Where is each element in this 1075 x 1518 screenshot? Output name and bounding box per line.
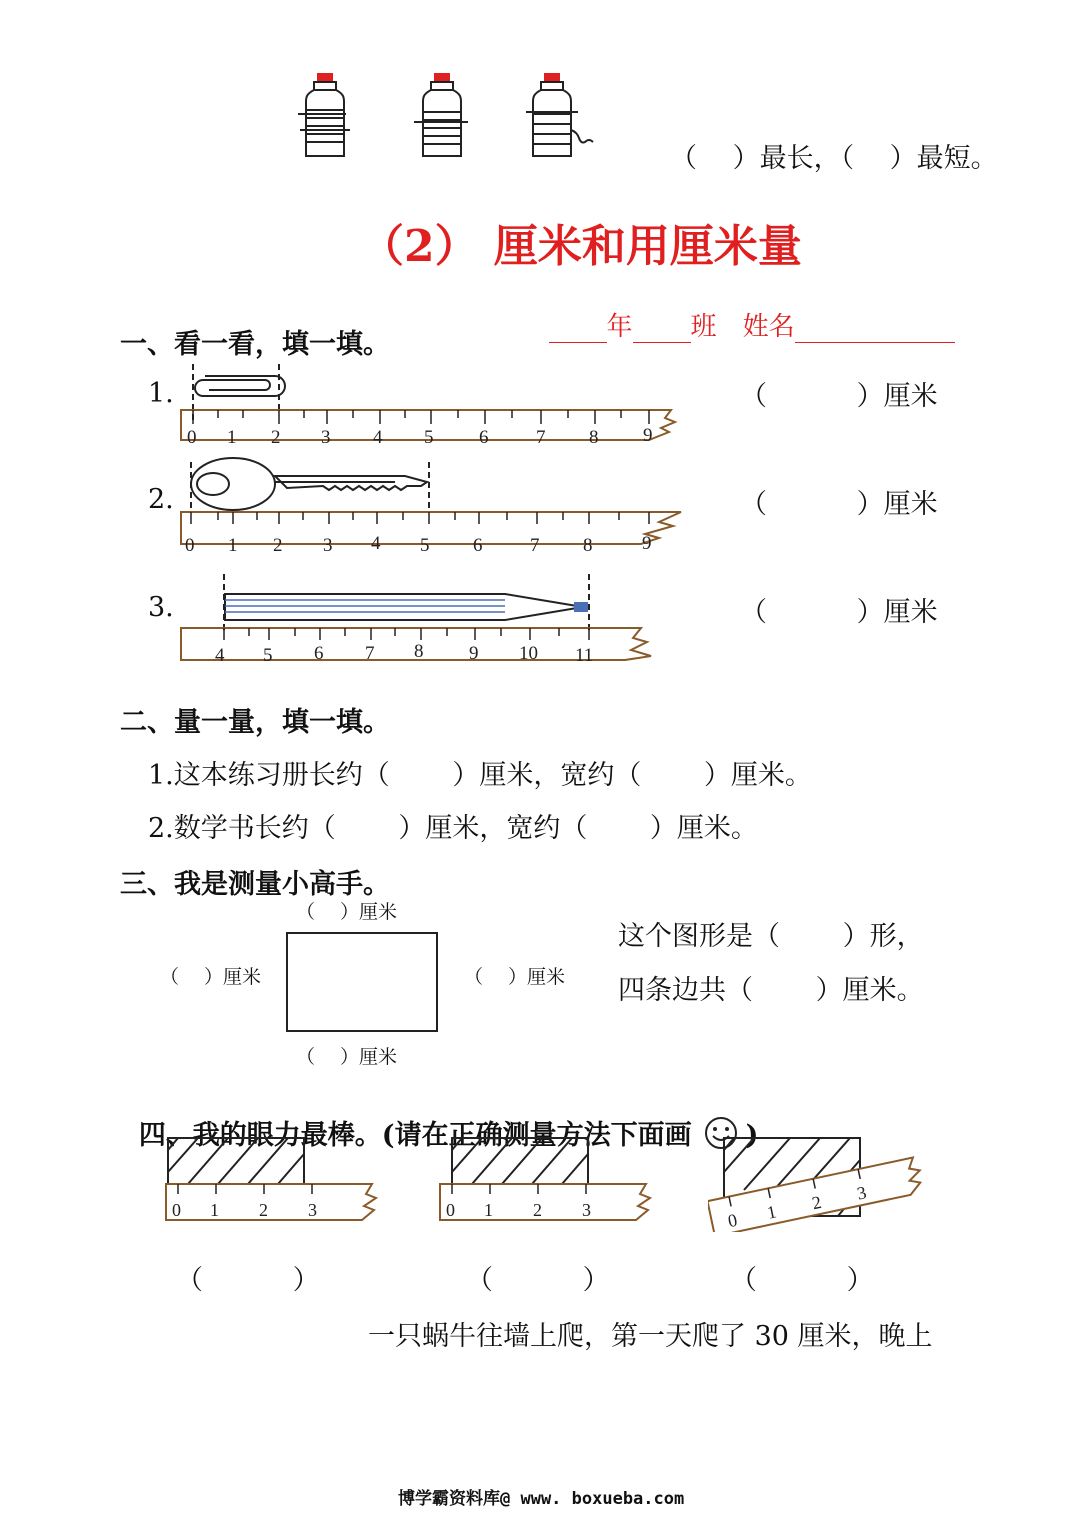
s1-3-tick-10: 10 (519, 643, 538, 664)
s1-2-tick-1: 1 (228, 535, 238, 556)
section-4-heading-text: 四、我的眼力最棒。(请在正确测量方法下面画 (138, 1120, 692, 1151)
s1-2-tick-8: 8 (583, 535, 593, 556)
opt-c-tick-2: 2 (810, 1191, 824, 1214)
opt-c-tick-3: 3 (855, 1182, 869, 1204)
s1-2-tick-5: 5 (420, 535, 430, 556)
name-label: 姓名 (742, 312, 795, 342)
opt-b-tick-0: 0 (446, 1200, 455, 1220)
class-label: 班 (690, 312, 717, 342)
rect-bottom-label[interactable]: （ ）厘米 (296, 1046, 398, 1068)
opt-a-tick-2: 2 (259, 1200, 268, 1220)
s2-question-1[interactable]: 1.这本练习册长约（ ）厘米，宽约（ ）厘米。 (148, 760, 812, 791)
snail-problem-text: 一只蜗牛往墙上爬，第一天爬了 30 厘米，晚上 (368, 1321, 933, 1352)
s1-1-tick-5: 5 (424, 427, 434, 448)
s1-3-tick-6: 6 (314, 643, 324, 664)
pencil-icon (225, 594, 587, 620)
s1-item-3-number: 3. (148, 592, 174, 623)
year-label: 年 (606, 312, 633, 342)
s1-1-tick-4: 4 (373, 427, 383, 448)
paperclip-icon (195, 376, 285, 396)
s1-2-tick-9: 9 (642, 533, 652, 554)
measure-option-a (160, 1132, 390, 1232)
s1-item-2-number: 2. (148, 484, 174, 515)
option-c-blank[interactable]: （ ） (730, 1265, 874, 1296)
s1-1-tick-3: 3 (321, 427, 331, 448)
measure-option-b (434, 1132, 664, 1232)
footer-watermark: 博学霸资料库@ www. boxueba.com (398, 1489, 685, 1509)
option-b-blank[interactable]: （ ） (466, 1265, 610, 1296)
section-3-heading: 三、我是测量小高手。 (120, 869, 390, 900)
rect-right-label[interactable]: （ ）厘米 (464, 966, 566, 988)
s1-1-tick-8: 8 (589, 427, 599, 448)
opt-c-tick-0: 0 (726, 1209, 740, 1232)
s1-1-tick-2: 2 (271, 427, 281, 448)
s1-3-tick-11: 11 (575, 645, 594, 666)
s1-item-2-figure (175, 456, 715, 562)
s1-1-tick-6: 6 (479, 427, 489, 448)
measure-rectangle (286, 932, 438, 1032)
s1-1-tick-0: 0 (187, 427, 197, 448)
key-icon (191, 458, 427, 510)
opt-c-tick-1: 1 (765, 1201, 779, 1223)
s1-item-3-figure (175, 570, 695, 670)
bottles-illustration (290, 70, 610, 165)
s1-3-tick-7: 7 (365, 643, 375, 664)
rect-top-label[interactable]: （ ）厘米 (296, 901, 398, 923)
measure-option-c (708, 1132, 938, 1232)
section-4-heading-close: ) (745, 1120, 759, 1151)
s3-shape-question[interactable]: 这个图形是（ ）形， (618, 921, 924, 952)
s1-2-tick-7: 7 (530, 535, 540, 556)
s1-item-1-figure (175, 362, 695, 454)
s1-2-tick-4: 4 (371, 533, 381, 554)
opt-a-tick-0: 0 (172, 1200, 181, 1220)
s1-item-1-answer[interactable]: （ ）厘米 (740, 381, 938, 412)
opt-a-tick-3: 3 (308, 1200, 317, 1220)
compare-question: （ ）最长，（ ）最短。 (670, 143, 998, 174)
s1-2-tick-6: 6 (473, 535, 483, 556)
opt-b-tick-1: 1 (484, 1200, 493, 1220)
option-a-blank[interactable]: （ ） (176, 1265, 320, 1296)
student-info-line (532, 276, 955, 343)
s1-1-tick-7: 7 (536, 427, 546, 448)
s3-perimeter-question[interactable]: 四条边共（ ）厘米。 (618, 975, 924, 1006)
section-2-heading: 二、量一量，填一填。 (120, 707, 390, 738)
opt-b-tick-2: 2 (533, 1200, 542, 1220)
s1-2-tick-2: 2 (273, 535, 283, 556)
opt-a-tick-1: 1 (210, 1200, 219, 1220)
s1-item-1-number: 1. (148, 378, 174, 409)
rect-left-label[interactable]: （ ）厘米 (160, 966, 262, 988)
s1-item-2-answer[interactable]: （ ）厘米 (740, 489, 938, 520)
page-title: （2） 厘米和用厘米量 (360, 221, 802, 272)
s1-2-tick-3: 3 (323, 535, 333, 556)
s1-3-tick-5: 5 (263, 645, 273, 666)
s2-question-2[interactable]: 2.数学书长约（ ）厘米，宽约（ ）厘米。 (148, 813, 758, 844)
s1-3-tick-8: 8 (414, 641, 424, 662)
s1-3-tick-9: 9 (469, 643, 479, 664)
opt-b-tick-3: 3 (582, 1200, 591, 1220)
section-1-heading: 一、看一看，填一填。 (120, 329, 390, 360)
s1-item-3-answer[interactable]: （ ）厘米 (740, 597, 938, 628)
s1-1-tick-1: 1 (227, 427, 237, 448)
s1-3-tick-4: 4 (215, 645, 225, 666)
s1-1-tick-9: 9 (643, 425, 653, 446)
s1-2-tick-0: 0 (185, 535, 195, 556)
